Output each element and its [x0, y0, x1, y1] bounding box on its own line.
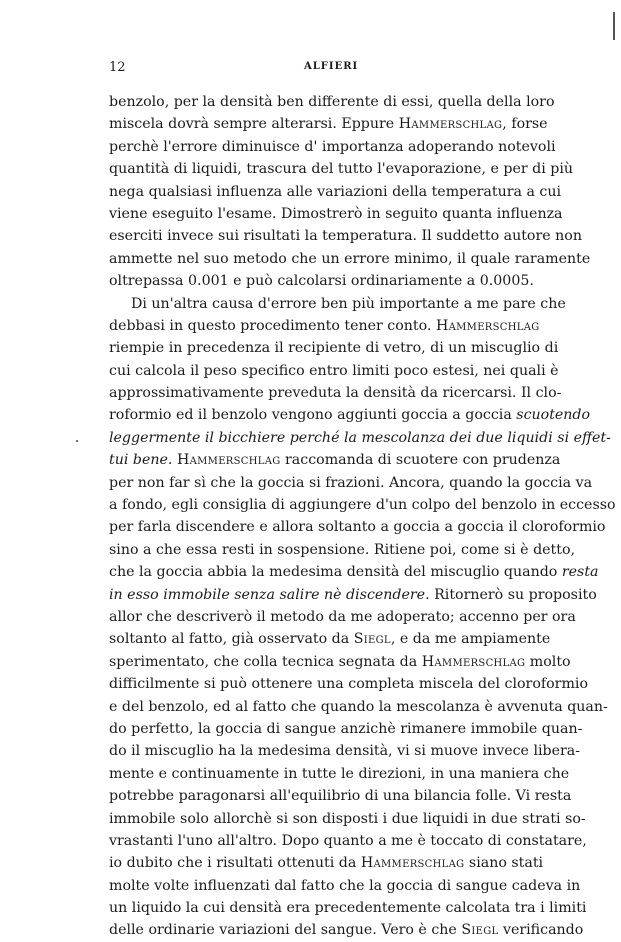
- text-line: [109, 673, 588, 695]
- text-segment: soltanto al fatto, già osservato da: [109, 631, 354, 648]
- text-segment: delle ordinarie variazioni del sangue. Vero è che: [109, 922, 462, 939]
- text-segment: vrastanti l'uno all'altro. Dopo quanto a me è toccato di constatare,: [109, 832, 587, 849]
- text-line: [109, 360, 559, 382]
- text-segment: quantità di liquidi, trascura del tutto l'evaporazione, e per di più: [109, 161, 574, 178]
- author-name: Siegl: [353, 631, 391, 648]
- text-line: [109, 91, 555, 113]
- text-segment: potrebbe paragonarsi all'equilibrio di una bilancia folle. Vi resta: [109, 788, 572, 805]
- text-segment: che la goccia abbia la medesima densità del miscuglio quando: [109, 564, 562, 581]
- text-line: [109, 315, 540, 337]
- text-line: [109, 516, 606, 538]
- text-line: [109, 494, 616, 516]
- text-segment: cui calcola il peso specifico entro limiti poco estesi, nei quali è: [109, 362, 559, 379]
- text-segment: per non far sì che la goccia si frazioni. Ancora, quando la goccia va: [109, 474, 593, 491]
- text-line: [109, 404, 591, 426]
- text-line: [109, 651, 571, 673]
- text-line: [109, 696, 608, 718]
- text-line: [109, 203, 563, 225]
- text-segment: miscela dovrà sempre alterarsi. Eppure: [109, 116, 399, 133]
- text-segment: benzolo, per la densità ben differente di essi, quella della loro: [109, 94, 555, 110]
- page-edge-mark: [613, 12, 615, 40]
- text-segment: molte volte influenzati dal fatto che la goccia di sangue cadeva in: [109, 877, 581, 894]
- text-segment: roformio ed il benzolo vengono aggiunti goccia a goccia: [109, 407, 517, 424]
- text-line: [109, 875, 581, 897]
- text-line: [109, 718, 583, 740]
- text-segment: siano stati: [464, 855, 544, 872]
- author-name: Hammerschlag: [176, 452, 281, 469]
- author-name: Hammerschlag: [435, 317, 540, 334]
- running-head: ALFIERI: [304, 61, 359, 72]
- text-line: [109, 181, 562, 203]
- emphasis-text: leggermente il bicchiere perché la mescolanza dei due liquidi si effet-: [109, 429, 611, 446]
- text-line: [109, 427, 611, 449]
- text-segment: sperimentato, che colla tecnica segnata da: [109, 653, 422, 670]
- text-segment: io dubito che i risultati ottenuti da: [109, 855, 361, 872]
- text-segment: allor che descriverò il metodo da me adoperato; accenno per ora: [109, 608, 576, 625]
- text-segment: debbasi in questo procedimento tener conto.: [109, 317, 436, 334]
- author-name: Hammerschlag: [421, 653, 526, 670]
- text-line: [109, 539, 576, 561]
- text-line: [109, 852, 544, 874]
- body-text: [109, 91, 616, 942]
- text-line: [109, 158, 574, 180]
- text-line: [109, 337, 559, 359]
- text-segment: mente e continuamente in tutte le direzioni, in una maniera che: [109, 765, 570, 782]
- text-line: [109, 136, 556, 158]
- text-segment: per farla discendere e allora soltanto a goccia a goccia il cloroformio: [109, 519, 606, 536]
- author-name: Hammerschlag: [398, 116, 503, 133]
- text-segment: sino a che essa resti in sospensione. Ritiene poi, come si è detto,: [109, 541, 576, 558]
- text-line: [109, 561, 599, 583]
- text-segment: un liquido la cui densità era precedentemente calcolata tra i limiti: [109, 900, 587, 917]
- text-line: [109, 740, 581, 762]
- emphasis-text: resta: [561, 564, 599, 581]
- author-name: Hammerschlag: [360, 855, 465, 872]
- page-header: [109, 60, 529, 78]
- text-line: [109, 897, 587, 919]
- text-segment: riempie in precedenza il recipiente di vetro, di un miscuglio di: [109, 340, 559, 357]
- text-segment: , e da me ampiamente: [390, 631, 551, 648]
- text-segment: e del benzolo, ed al fatto che quando la mescolanza è avvenuta quan-: [109, 698, 608, 715]
- text-segment: difficilmente si può ottenere una completa miscela del cloroformio: [109, 676, 588, 693]
- text-segment: do il miscuglio ha la medesima densità, vi si muove invece libera-: [109, 743, 581, 760]
- emphasis-text: in esso immobile senza salire nè discendere.: [109, 586, 430, 603]
- text-segment: Ritornerò su proposito: [429, 586, 597, 603]
- print-speck: [76, 440, 78, 442]
- text-line: [109, 628, 551, 650]
- emphasis-text: scuotendo: [516, 407, 591, 424]
- text-line: [109, 606, 576, 628]
- text-line: [109, 113, 548, 135]
- text-segment: Di un'altra causa d'errore ben più importante a me pare che: [131, 295, 566, 312]
- text-line: [109, 270, 534, 292]
- text-segment: eserciti invece sui risultati la temperatura. Il suddetto autore non: [109, 228, 582, 245]
- text-line: [109, 248, 591, 270]
- text-segment: ammette nel suo metodo che un errore minimo, il quale raramente: [109, 250, 591, 267]
- text-segment: , forse: [502, 116, 548, 133]
- text-line: [109, 449, 561, 471]
- text-segment: immobile solo allorchè si son disposti i due liquidi in due strati so-: [109, 810, 586, 827]
- text-segment: raccomanda di scuotere con prudenza: [280, 452, 561, 469]
- author-name: Siegl: [461, 922, 499, 939]
- text-line: [109, 382, 562, 404]
- text-segment: nega qualsiasi influenza alle variazioni della temperatura a cui: [109, 183, 562, 200]
- text-segment: molto: [525, 653, 571, 670]
- text-segment: approssimativamente preveduta la densità da ricercarsi. Il clo-: [109, 385, 562, 402]
- text-line: [109, 830, 587, 852]
- text-line: [109, 808, 586, 830]
- text-segment: verificando: [498, 922, 584, 939]
- text-line: [109, 584, 597, 606]
- emphasis-text: tui bene.: [109, 452, 173, 469]
- text-line: [109, 472, 593, 494]
- page-number: 12: [109, 60, 126, 75]
- text-segment: do perfetto, la goccia di sangue anzichè rimanere immobile quan-: [109, 720, 583, 737]
- text-line: [109, 919, 584, 941]
- text-segment: a fondo, egli consiglia di aggiungere d'un colpo del benzolo in eccesso: [109, 497, 616, 514]
- text-line: [109, 293, 566, 315]
- text-segment: oltrepassa 0.001 e può calcolarsi ordinariamente a 0.0005.: [109, 273, 534, 290]
- text-segment: perchè l'errore diminuisce d' importanza adoperando notevoli: [109, 138, 556, 155]
- text-line: [109, 225, 582, 247]
- text-segment: viene eseguito l'esame. Dimostrerò in seguito quanta influenza: [109, 205, 563, 222]
- text-line: [109, 763, 570, 785]
- text-line: [109, 785, 572, 807]
